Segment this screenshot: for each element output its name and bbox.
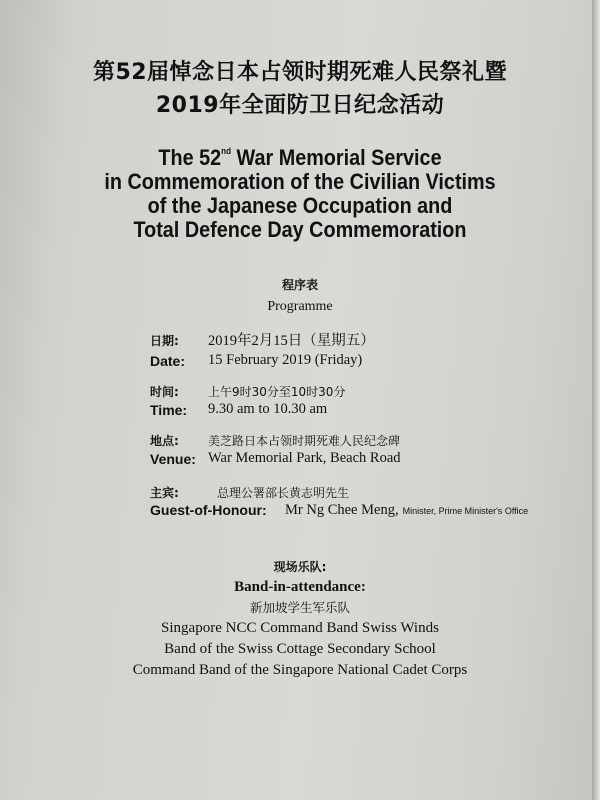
band-line-1: Singapore NCC Command Band Swiss Winds: [161, 620, 439, 636]
venue-value-cn: 美芝路日本占领时期死难人民纪念碑: [208, 434, 401, 448]
band-heading-cn: 现场乐队:: [273, 560, 327, 574]
guest-name: Mr Ng Chee Meng,: [285, 502, 399, 518]
time-label-en: Time:: [150, 402, 188, 418]
date-label-en: Date:: [150, 353, 186, 369]
title-english-line-2: in Commemoration of the Civilian Victims: [104, 169, 496, 194]
band-list: [0, 618, 600, 681]
programme-heading-cn: 程序表: [281, 278, 318, 292]
title-english-line-1-pre: The 52: [158, 145, 222, 170]
guest-label-en: Guest-of-Honour:: [150, 502, 267, 518]
band-name-cn: 新加坡学生军乐队: [249, 600, 350, 615]
venue-value-en: War Memorial Park, Beach Road: [208, 450, 401, 466]
guest-value-cn: 总理公署部长黄志明先生: [217, 486, 350, 500]
band-line-2: Band of the Swiss Cottage Secondary School: [164, 641, 436, 657]
guest-value-en: [285, 501, 528, 519]
time-value-cn: 上午9时30分至10时30分: [208, 385, 346, 399]
date-label-cn: 日期:: [150, 334, 179, 348]
date-value-en: 15 February 2019 (Friday): [208, 352, 363, 368]
title-english-line-1: [30, 146, 570, 170]
date-row-cn: [150, 332, 179, 350]
time-value-en: 9.30 am to 10.30 am: [208, 401, 328, 417]
date-value-cn: 2019年2月15日（星期五）: [208, 333, 375, 349]
band-line-3: Command Band of the Singapore National Cadet Corps: [132, 662, 468, 678]
venue-label-en: Venue:: [150, 451, 196, 467]
title-chinese-line-1: 第52届悼念日本占领时期死难人民祭礼暨: [92, 60, 508, 85]
title-english-line-3: of the Japanese Occupation and: [147, 193, 453, 218]
band-heading-en: Band-in-attendance:: [234, 579, 366, 595]
page-edge: [592, 0, 600, 800]
title-english: [30, 146, 570, 242]
title-english-ordinal: nd: [221, 146, 232, 156]
title-chinese-line-2: 2019年全面防卫日纪念活动: [155, 93, 445, 118]
time-label-cn: 时间:: [150, 385, 179, 399]
title-chinese: [0, 56, 600, 122]
title-english-line-4: Total Defence Day Commemoration: [133, 217, 467, 242]
guest-title: Minister, Prime Minister's Office: [402, 506, 529, 516]
guest-label-cn: 主宾:: [150, 486, 179, 500]
title-english-line-1-post: War Memorial Service: [231, 145, 442, 170]
programme-heading-en: Programme: [267, 299, 333, 314]
venue-label-cn: 地点:: [150, 434, 179, 448]
